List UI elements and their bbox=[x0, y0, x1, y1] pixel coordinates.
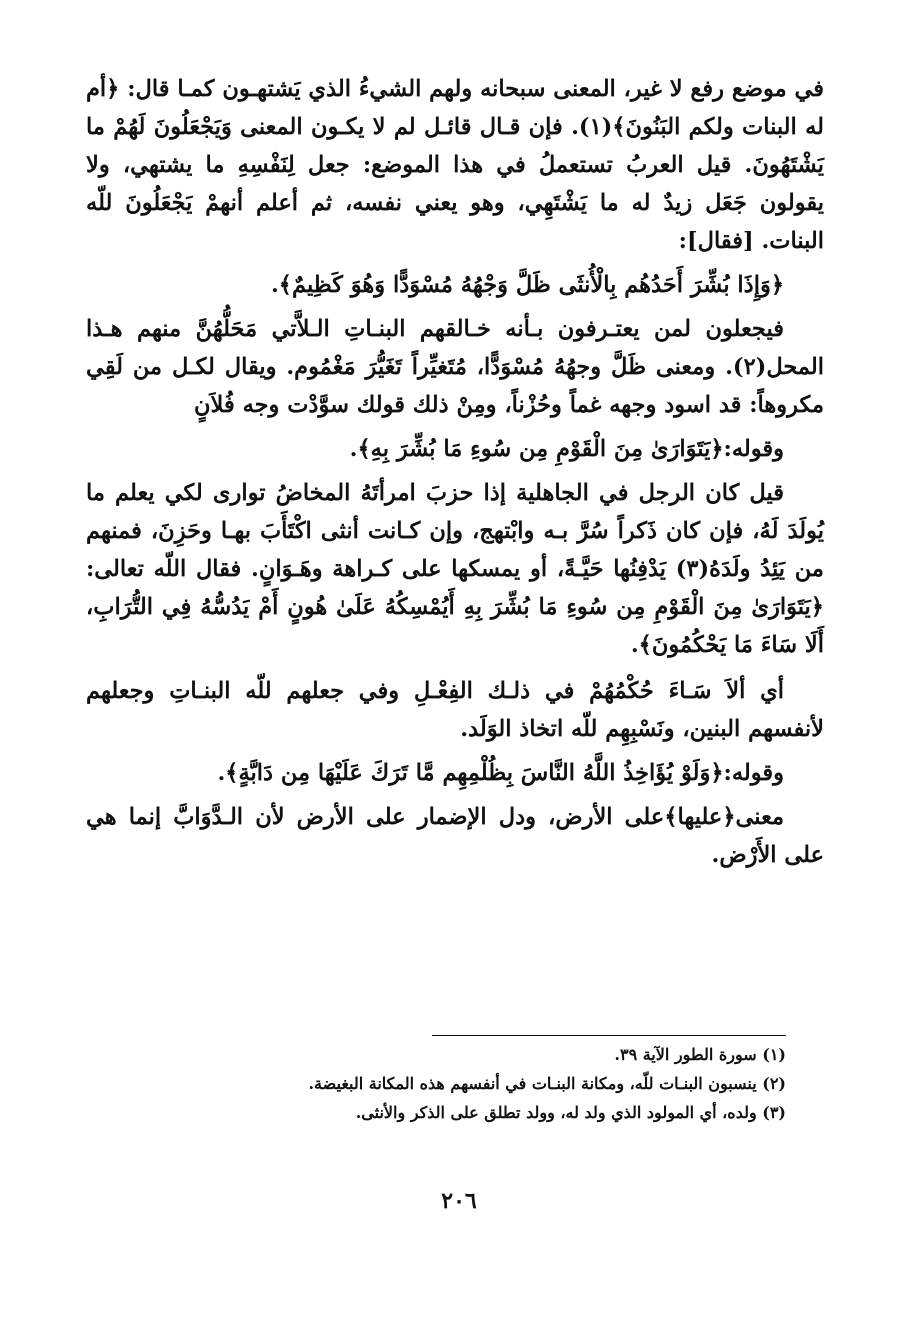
main-text-block bbox=[86, 70, 824, 874]
footnote-2: (٢) ينسبون البنـات للّه، ومكانة البنـات في أنفسهم هذه المكانة البغيضة. bbox=[308, 1074, 786, 1093]
footnote-1: (١) سورة الطور الآية ٣٩. bbox=[614, 1045, 786, 1064]
paragraph-2: فيجعلون لمن يعتـرفون بـأنه خـالقهم البنـاتِ الـلاَّتي مَحَلُّهُنَّ منهم هـذا المحل(٢). ومعنى ظَلَّ وجهُهُ مُسْوَدًّا، مُتَغيِّراً تَغَيُّرَ مَغْمُوم. ويقال لكـل من لَقِي مكروهاً: قد اسود وجهه غماً وحُزْناً، ومِنْ ذلك قولك سوَّدْت وجه فُلاَنٍ bbox=[86, 316, 824, 418]
footnote-separator bbox=[432, 1035, 786, 1036]
page-number: ٢٠٦ bbox=[441, 1188, 477, 1214]
footnote-3: (٣) ولده، أي المولود الذي ولد له، وولد تطلق على الذكر والأنثى. bbox=[355, 1103, 786, 1122]
footnotes-block bbox=[300, 1040, 786, 1127]
paragraph-4: أي ألاَ سَـاءَ حُكْمُهُمْ في ذلـك الفِعْـلِ وفي جعلهم للّه البنـاتِ وجعلهم لأنفسهم البنين، ونَسْبِهِم للّه اتخاذ الوَلَد. bbox=[86, 678, 824, 742]
quran-verse-1: ﴿وَإِذَا بُشِّرَ أَحَدُهُم بِالْأُنثَى ظَلَّ وَجْهُهُ مُسْوَدًّا وَهُوَ كَظِيمٌ﴾. bbox=[270, 272, 784, 298]
paragraph-1: في موضع رفع لا غير، المعنى سبحانه ولهم الشيءُ الذي يَشتهـون كمـا قال: ﴿أم له البنات ولكم البَنُونَ﴾(١). فإن قـال قائـل لم لا يكـون المعنى وَيَجْعَلُونَ لَهُمْ ما يَشْتَهُونَ. قيل العربُ تستعملُ في هذا الموضع: جعل لِنَفْسِهِ ما يشتهي، ولا يقولون جَعَل زيدٌ له ما يَشْتَهِي، وهو يعني نفسه، ثم أعلم أنهمْ يَجْعَلُونَ للّه البنات. [فقال]: bbox=[86, 76, 825, 254]
quran-verse-2: وقوله:﴿يَتَوَارَىٰ مِنَ الْقَوْمِ مِن سُوءِ مَا بُشِّرَ بِهِ﴾. bbox=[349, 436, 784, 462]
paragraph-5: معنى﴿عليها﴾على الأرض، ودل الإضمار على الأرض لأن الـدَّوَابَّ إنما هي على الأَرْض. bbox=[86, 804, 824, 868]
quran-verse-3: وقوله:﴿وَلَوْ يُؤَاخِذُ اللَّهُ النَّاسَ بِظُلْمِهِم مَّا تَرَكَ عَلَيْهَا مِن دَابَّةٍ﴾. bbox=[217, 760, 784, 786]
paragraph-3: قيل كان الرجل في الجاهلية إذا حزبَ امرأتَهُ المخاضُ توارى لكي يعلم ما يُولَدَ لَهُ، فإن كان ذَكراً سُرَّ بـه وابْتهج، وإن كـانت أنثى اكْتَأَبَ بهـا وحَزِنَ، فمنهم من يَئِدُ ولَدَهُ(٣) يَدْفِنُها حَيَّـةً، أو يمسكها على كـراهة وهَـوَانٍ. فقال اللّه تعالى: ﴿يَتَوَارَىٰ مِنَ الْقَوْمِ مِن سُوءِ مَا بُشِّرَ بِهِ أَيُمْسِكُهُ عَلَىٰ هُونٍ أَمْ يَدُسُّهُ فِي التُّرَابِ، أَلَا سَاءَ مَا يَحْكُمُونَ﴾. bbox=[86, 480, 824, 658]
